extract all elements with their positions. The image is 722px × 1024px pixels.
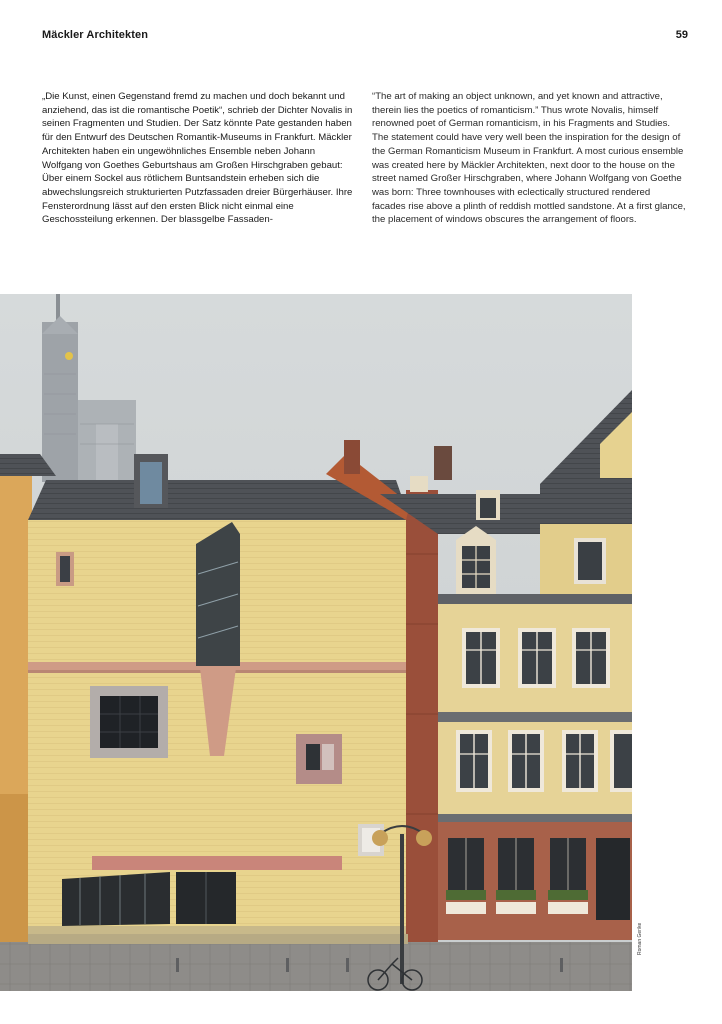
body-text-german: „Die Kunst, einen Gegenstand fremd zu machen und doch bekannt und anziehend, das ist die romantische Poetik“, schrieb der Dichter Novalis in seinen Fragmenten und Studien. Der Satz könnte Pate gestanden haben für den Entwurf des Deutschen Romantik-Museums in Frankfurt. Mäckler Architekten haben ein ungewöhnliches Ensemble neben Johann Wolfgang von Goethes Geburtshaus am Großen Hirschgraben gebaut: Über einem Sockel aus rötlichem Buntsandstein erheben sich die abwechslungsreich strukturierten Putzfassaden dreier Bürgerhäuser. Ihre Fensterordnung lässt auf den ersten Blick nicht einmal eine Geschossteilung erkennen. Der blassgelbe Fassaden- [42,91,353,226]
pavement [0,942,632,991]
building-photo [0,294,632,991]
goethe-windows-row-1 [462,628,610,688]
running-header-section: Mäckler Architekten [42,29,149,41]
page-number: 59 [675,29,688,41]
photo-credit: Roman Gerike [637,922,643,955]
sandstone-pillar [406,490,438,944]
body-text-english: “The art of making an object unknown, and yet known and attractive, therein lies the poetics of romanticism.” Thus wrote Novalis, himself renowned poet of German romanticism, in his Fragments and Studies. The statement could have very well been the inspiration for the design of the German Romanticism Museum in Frankfurt. A most curious ensemble was created here by Mäckler Architekten, next door to the house on the street named Großer Hirschgraben, where Johann Wolfgang von Goethe was born: Three townhouses with eclectically structured rendered facades rise above a plinth of reddish mottled sandstone. At a first glance, the placement of windows obscures the arrangement of floors. [372,91,686,226]
